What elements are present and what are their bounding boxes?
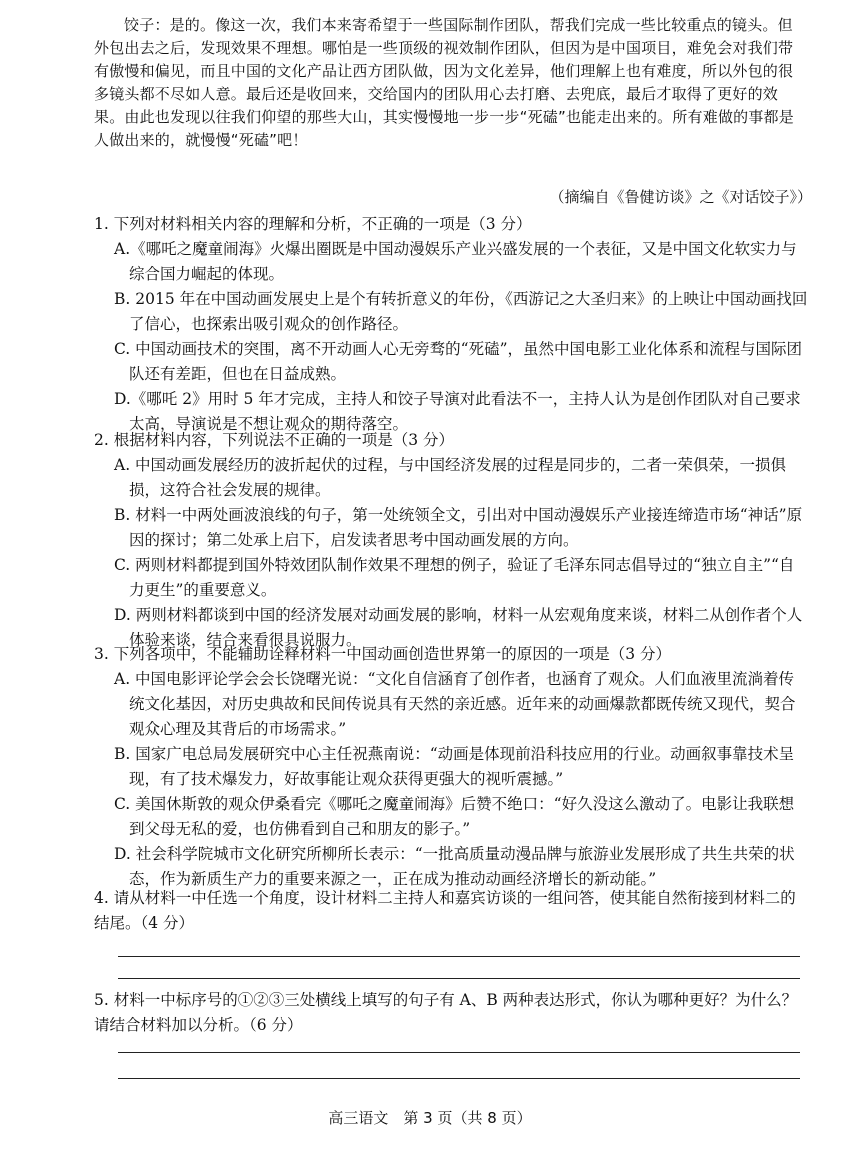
option-a: A.《哪吒之魔童闹海》火爆出圈既是中国动漫娱乐产业兴盛发展的一个表征，又是中国文化软实力与综合国力崛起的体现。 [114,240,797,283]
answer-line[interactable] [118,1052,800,1053]
answer-line[interactable] [118,1078,800,1079]
interview-passage [94,14,804,152]
option-a: A. 中国电影评论学会会长饶曙光说：“文化自信涵育了创作者，也涵育了观众。人们血液里流淌着传统文化基因，对历史典故和民间传说具有天然的亲近感。近年来的动画爆款都既传统又现代，契合观众心理及其背后的市场需求。” [114,670,796,738]
option-b: B. 国家广电总局发展研究中心主任祝燕南说：“动画是体现前沿科技应用的行业。动画叙事靠技术呈现，有了技术爆发力，好故事能让观众获得更强大的视听震撼。” [114,745,795,788]
question-stem: 1. 下列对材料相关内容的理解和分析，不正确的一项是（3 分） [94,215,532,233]
question-4 [94,886,809,936]
question-1 [94,212,809,437]
question-5 [94,988,809,1038]
option-d: D.《哪吒 2》用时 5 年才完成，主持人和饺子导演对此看法不一，主持人认为是创作团队对自己要求太高，导演说是不想让观众的期待落空。 [114,390,801,433]
question-stem: 4. 请从材料一中任选一个角度，设计材料二主持人和嘉宾访谈的一组问答，使其能自然衔接到材料二的结尾。（4 分） [94,889,796,932]
option-a: A. 中国动画发展经历的波折起伏的过程，与中国经济发展的过程是同步的，二者一荣俱荣，一损俱损，这符合社会发展的规律。 [114,456,787,499]
answer-line[interactable] [118,956,800,957]
answer-line[interactable] [118,978,800,979]
question-stem: 3. 下列各项中，不能辅助诠释材料一中国动画创造世界第一的原因的一项是（3 分） [94,645,672,663]
option-b: B. 2015 年在中国动画发展史上是个有转折意义的年份，《西游记之大圣归来》的上映让中国动画找回了信心，也探索出吸引观众的创作路径。 [114,290,808,333]
option-d: D. 社会科学院城市文化研究所柳所长表示：“一批高质量动漫品牌与旅游业发展形成了共生共荣的状态，作为新质生产力的重要来源之一，正在成为推动动画经济增长的新动能。” [114,845,795,888]
option-d: D. 两则材料都谈到中国的经济发展对动画发展的影响，材料一从宏观角度来谈，材料二从创作者个人体验来谈，结合来看很具说服力。 [114,606,803,649]
question-stem: 2. 根据材料内容，下列说法不正确的一项是（3 分） [94,431,455,449]
question-2 [94,428,809,653]
option-c: C. 美国休斯敦的观众伊桑看完《哪吒之魔童闹海》后赞不绝口：“好久没这么激动了。电影让我联想到父母无私的爱，也仿佛看到自己和朋友的影子。” [114,795,795,838]
passage-text: 饺子：是的。像这一次，我们本来寄希望于一些国际制作团队，帮我们完成一些比较重点的镜头。但外包出去之后，发现效果不理想。哪怕是一些顶级的视效制作团队，但因为是中国项目，难免会对我们带有傲慢和偏见，而且中国的文化产品让西方团队做，因为文化差异，他们理解上也有难度，所以外包的很多镜头都不尽如人意。最后还是收回来，交给国内的团队用心去打磨、去兜底，最后才取得了更好的效果。由此也发现以往我们仰望的那些大山，其实慢慢地一步一步“死磕”也能走出来的。所有难做的事都是人做出来的，就慢慢“死磕”吧！ [94,16,794,149]
page-footer: 高三语文 第 3 页（共 8 页） [328,1109,532,1127]
question-3 [94,642,809,892]
option-b: B. 材料一中两处画波浪线的句子，第一处统领全文，引出对中国动漫娱乐产业接连缔造市场“神话”原因的探讨；第二处承上启下，启发读者思考中国动画发展的方向。 [114,506,803,549]
passage-source: （摘编自《鲁健访谈》之《对话饺子》） [549,188,812,206]
question-stem: 5. 材料一中标序号的①②③三处横线上填写的句子有 A、B 两种表达形式，你认为哪种更好？为什么？请结合材料加以分析。（6 分） [94,991,798,1034]
option-c: C. 中国动画技术的突围，离不开动画人心无旁骛的“死磕”，虽然中国电影工业化体系和流程与国际团队还有差距，但也在日益成熟。 [114,340,803,383]
option-c: C. 两则材料都提到国外特效团队制作效果不理想的例子，验证了毛泽东同志倡导过的“独立自主”“自力更生”的重要意义。 [114,556,795,599]
